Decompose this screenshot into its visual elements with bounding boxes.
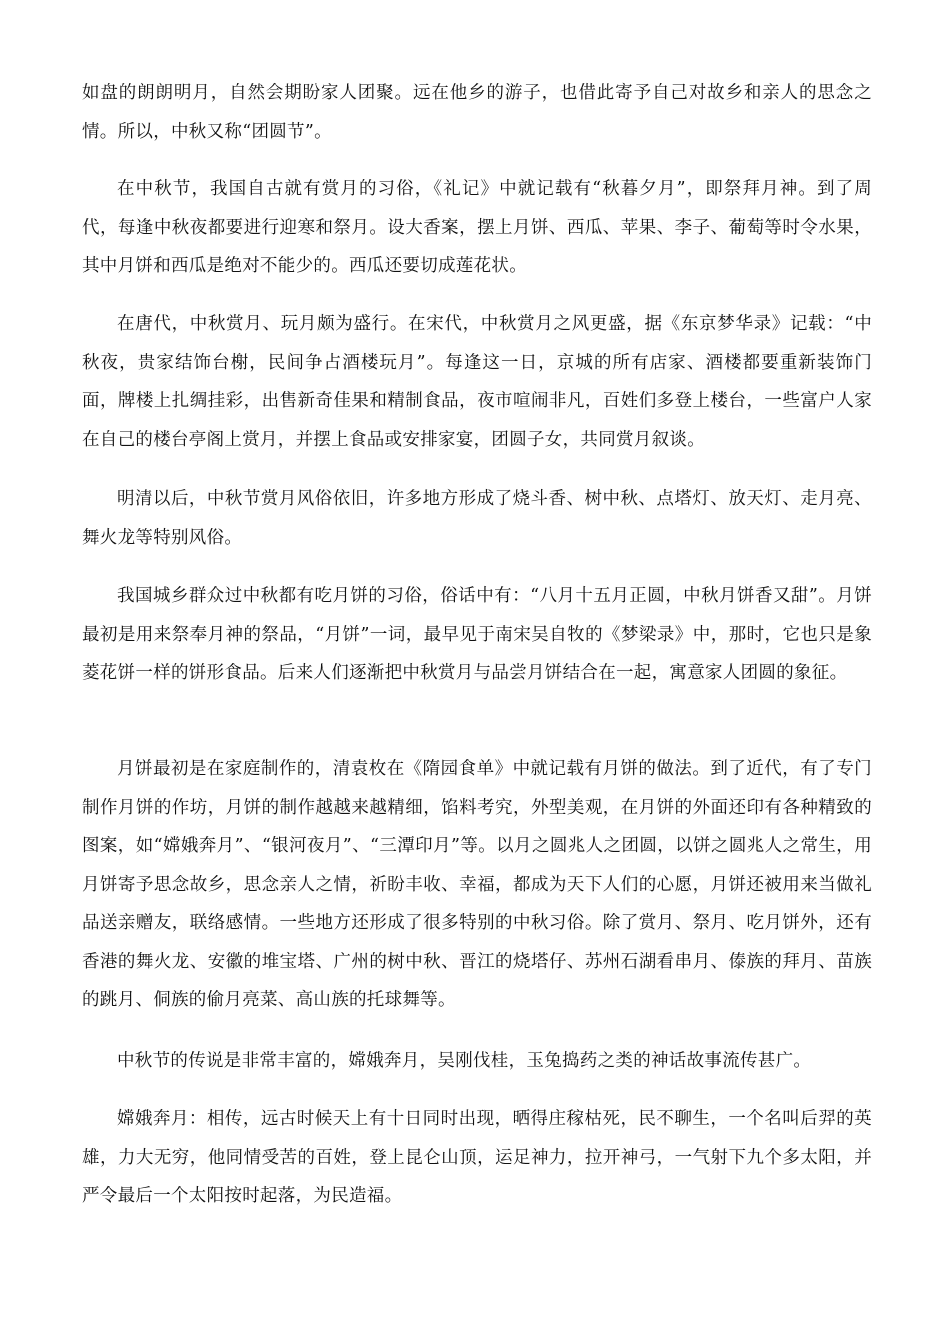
paragraph-mooncake-custom: 我国城乡群众过中秋都有吃月饼的习俗，俗话中有：“八月十五月正圆，中秋月饼香又甜”。月饼最初是用来祭奉月神的祭品，“月饼”一词，最早见于南宋吴自牧的《梦梁录》中，那时，它也只是象菱花饼一样的饼形食品。后来人们逐渐把中秋赏月与品尝月饼结合在一起，寓意家人团圆的象征。 (82, 586, 872, 683)
paragraph-legends: 中秋节的传说是非常丰富的，嫦娥奔月，吴刚伐桂，玉兔捣药之类的神话故事流传甚广。 (117, 1051, 812, 1071)
paragraph-tang-song: 在唐代，中秋赏月、玩月颇为盛行。在宋代，中秋赏月之风更盛，据《东京梦华录》记载：“中秋夜，贵家结饰台榭，民间争占酒楼玩月”。每逢这一日，京城的所有店家、酒楼都要重新装饰门面，牌楼上扎绸挂彩，出售新奇佳果和精制食品，夜市喧闹非凡，百姓们多登上楼台，一些富户人家在自己的楼台亭阁上赏月，并摆上食品或安排家宴，团圆子女，共同赏月叙谈。 (82, 314, 872, 450)
paragraph-mooncake-making: 月饼最初是在家庭制作的，清袁枚在《隋园食单》中就记载有月饼的做法。到了近代，有了专门制作月饼的作坊，月饼的制作越越来越精细，馅料考究，外型美观，在月饼的外面还印有各种精致的图案，如“嫦娥奔月”、“银河夜月”、“三潭印月”等。以月之圆兆人之团圆，以饼之圆兆人之常生，用月饼寄予思念故乡，思念亲人之情，祈盼丰收、幸福，都成为天下人们的心愿，月饼还被用来当做礼品送亲赠友，联络感情。一些地方还形成了很多特别的中秋习俗。除了赏月、祭月、吃月饼外，还有香港的舞火龙、安徽的堆宝塔、广州的树中秋、晋江的烧塔仔、苏州石湖看串月、傣族的拜月、苗族的跳月、侗族的偷月亮菜、高山族的托球舞等。 (82, 759, 872, 1010)
paragraph-moon-worship: 在中秋节，我国自古就有赏月的习俗，《礼记》中就记载有“秋暮夕月”，即祭拜月神。到了周代，每逢中秋夜都要进行迎寒和祭月。设大香案，摆上月饼、西瓜、苹果、李子、葡萄等时令水果，其中月饼和西瓜是绝对不能少的。西瓜还要切成莲花状。 (82, 179, 872, 276)
paragraph-change-legend: 嫦娥奔月：相传，远古时候天上有十日同时出现，晒得庄稼枯死，民不聊生，一个名叫后羿的英雄，力大无穷，他同情受苦的百姓，登上昆仑山顶，运足神力，拉开神弓，一气射下九个多太阳，并严令最后一个太阳按时起落，为民造福。 (82, 1109, 872, 1206)
paragraph-continuation: 如盘的朗朗明月，自然会期盼家人团聚。远在他乡的游子，也借此寄予自己对故乡和亲人的思念之情。所以，中秋又称“团圆节”。 (82, 83, 872, 142)
paragraph-ming-qing: 明清以后，中秋节赏月风俗依旧，许多地方形成了烧斗香、树中秋、点塔灯、放天灯、走月亮、舞火龙等特别风俗。 (82, 489, 872, 548)
